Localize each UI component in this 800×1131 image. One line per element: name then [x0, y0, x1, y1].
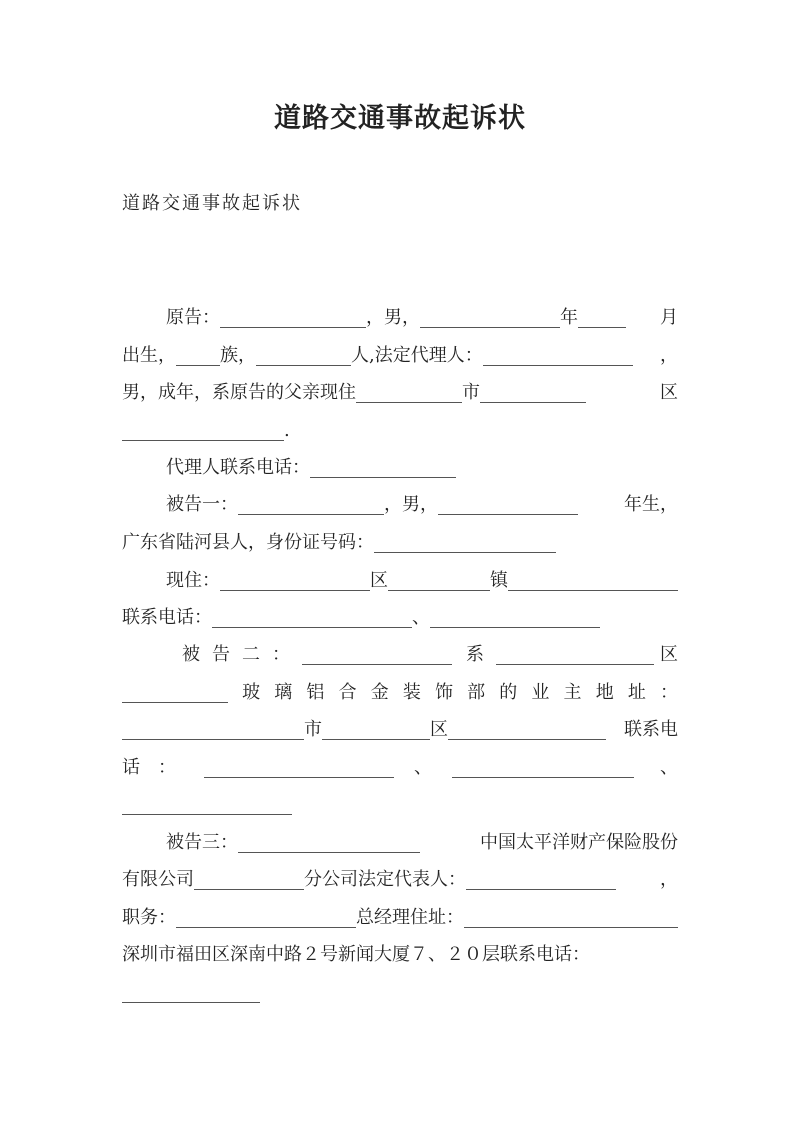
- agent-phone-line: [122, 453, 678, 483]
- label-shenzhen-address: 深圳市福田区深南中路２号新闻大厦７、２０层联系电话：: [122, 944, 590, 965]
- char-10: 业: [531, 682, 550, 703]
- label-district-3: 区: [660, 644, 678, 665]
- plaintiff-line-4: [122, 416, 678, 446]
- label-year: 年: [560, 307, 578, 328]
- blank-birth-year[interactable]: [420, 309, 560, 328]
- document-subtitle: 道路交通事故起诉状: [122, 193, 302, 214]
- defendant2-line-3: [122, 715, 678, 745]
- label-town: 镇: [490, 570, 508, 591]
- char-11: 主: [563, 682, 582, 703]
- defendant3-line-2: [122, 865, 678, 895]
- label-comma-3: ，: [660, 869, 678, 890]
- blank-birth-month[interactable]: [578, 309, 626, 328]
- label-contact-phone: 联系电话：: [122, 607, 212, 628]
- blank-defendant2-location[interactable]: [496, 646, 654, 665]
- char-8: 部: [467, 682, 486, 703]
- char-14: ：: [659, 682, 678, 703]
- defendant3-line-5: [122, 978, 678, 1008]
- blank-city[interactable]: [356, 384, 462, 403]
- plaintiff-line-2: [122, 341, 678, 371]
- blank-phone-2[interactable]: [430, 609, 600, 628]
- blank-defendant1-town[interactable]: [388, 572, 490, 591]
- label-district-2: 区: [370, 570, 388, 591]
- label-male: ，男，: [366, 307, 420, 328]
- blank-defendant2-phone-3[interactable]: [122, 796, 292, 815]
- blank-ethnicity[interactable]: [176, 347, 220, 366]
- char-5: 金: [370, 682, 389, 703]
- defendant1-line-3: [122, 566, 678, 596]
- blank-id-number[interactable]: [374, 534, 556, 553]
- label-is: 系: [466, 644, 484, 665]
- label-plaintiff: 原告：: [166, 307, 220, 328]
- blank-manager-address[interactable]: [464, 909, 678, 928]
- blank-address[interactable]: [122, 422, 284, 441]
- blank-phone-1[interactable]: [212, 609, 412, 628]
- defendant1-line-2: [122, 528, 678, 558]
- label-month: 月: [660, 307, 678, 328]
- label-branch-rep: 分公司法定代表人：: [304, 869, 466, 890]
- char-9: 的: [499, 682, 518, 703]
- blank-plaintiff-name[interactable]: [220, 309, 366, 328]
- label-district: 区: [660, 382, 678, 403]
- blank-defendant2-phone-2[interactable]: [452, 759, 634, 778]
- label-contact-tel: 联系电: [624, 719, 678, 740]
- label-comma: ，: [660, 345, 678, 366]
- blank-defendant3-phone[interactable]: [122, 984, 260, 1003]
- label-defendant2-c3: 二: [242, 644, 260, 665]
- blank-defendant1-address[interactable]: [508, 572, 678, 591]
- char-3: 铝: [306, 682, 325, 703]
- blank-branch-rep[interactable]: [466, 871, 616, 890]
- blank-hometown[interactable]: [256, 347, 351, 366]
- blank-position[interactable]: [176, 909, 356, 928]
- char-6: 装: [402, 682, 421, 703]
- blank-defendant1-name[interactable]: [238, 496, 384, 515]
- defendant2-line-1: [122, 640, 678, 670]
- blank-defendant1-year[interactable]: [438, 496, 578, 515]
- blank-defendant2-area[interactable]: [122, 684, 228, 703]
- label-agent-phone: 代理人联系电话：: [166, 457, 310, 478]
- label-defendant1: 被告一：: [166, 494, 238, 515]
- char-13: 址: [627, 682, 646, 703]
- label-ethnic: 族，: [220, 345, 256, 366]
- label-limited-company: 有限公司: [122, 869, 194, 890]
- blank-owner-city[interactable]: [322, 721, 430, 740]
- label-legal-rep: 人,法定代理人：: [351, 345, 483, 366]
- char-2: 璃: [274, 682, 293, 703]
- label-insurer: 中国太平洋财产保险股份: [480, 832, 678, 853]
- blank-legal-rep[interactable]: [483, 347, 633, 366]
- label-separator: 、: [412, 607, 430, 628]
- blank-district[interactable]: [480, 384, 586, 403]
- blank-defendant3-name[interactable]: [238, 834, 420, 853]
- label-male-2: ，男，: [384, 494, 438, 515]
- label-defendant3: 被告三：: [166, 832, 238, 853]
- defendant1-line-4: [122, 603, 678, 633]
- label-city: 市: [462, 382, 480, 403]
- defendant3-line-3: [122, 903, 678, 933]
- label-separator-3: 、: [660, 757, 678, 778]
- blank-agent-phone[interactable]: [310, 459, 456, 478]
- blank-owner-address[interactable]: [122, 721, 304, 740]
- defendant2-line-5: [122, 790, 678, 820]
- label-hua: 话: [122, 757, 140, 778]
- label-father-residence: 男，成年，系原告的父亲现住: [122, 382, 356, 403]
- defendant3-line-4: [122, 940, 678, 970]
- blank-owner-district[interactable]: [448, 721, 606, 740]
- defendant1-line-1: [122, 490, 678, 520]
- blank-defendant2-phone-1[interactable]: [204, 759, 394, 778]
- defendant3-line-1: [122, 828, 678, 858]
- label-born-year: 年生，: [624, 494, 678, 515]
- label-born: 出生，: [122, 345, 176, 366]
- char-1: 玻: [242, 682, 261, 703]
- label-defendant2-c4: ：: [272, 644, 290, 665]
- label-position: 职务：: [122, 907, 176, 928]
- label-period: .: [284, 420, 290, 441]
- label-current-address: 现住：: [166, 570, 220, 591]
- char-7: 饰: [434, 682, 453, 703]
- label-defendant2-c1: 被: [182, 644, 200, 665]
- char-4: 合: [338, 682, 357, 703]
- plaintiff-line-3: [122, 378, 678, 408]
- blank-defendant1-district[interactable]: [220, 572, 370, 591]
- document-title: 道路交通事故起诉状: [274, 103, 526, 134]
- label-defendant2-c2: 告: [212, 644, 230, 665]
- label-colon: ：: [158, 757, 176, 778]
- char-12: 地: [595, 682, 614, 703]
- label-district-4: 区: [430, 719, 448, 740]
- defendant2-line-4: [122, 753, 678, 783]
- plaintiff-line-1: [122, 303, 678, 333]
- blank-defendant2-name[interactable]: [302, 646, 452, 665]
- label-city-2: 市: [304, 719, 322, 740]
- blank-branch[interactable]: [194, 871, 304, 890]
- label-separator-2: 、: [414, 757, 432, 778]
- defendant2-line-2: [122, 678, 678, 708]
- label-manager-address: 总经理住址：: [356, 907, 464, 928]
- label-guangdong: 广东省陆河县人，身份证号码：: [122, 532, 374, 553]
